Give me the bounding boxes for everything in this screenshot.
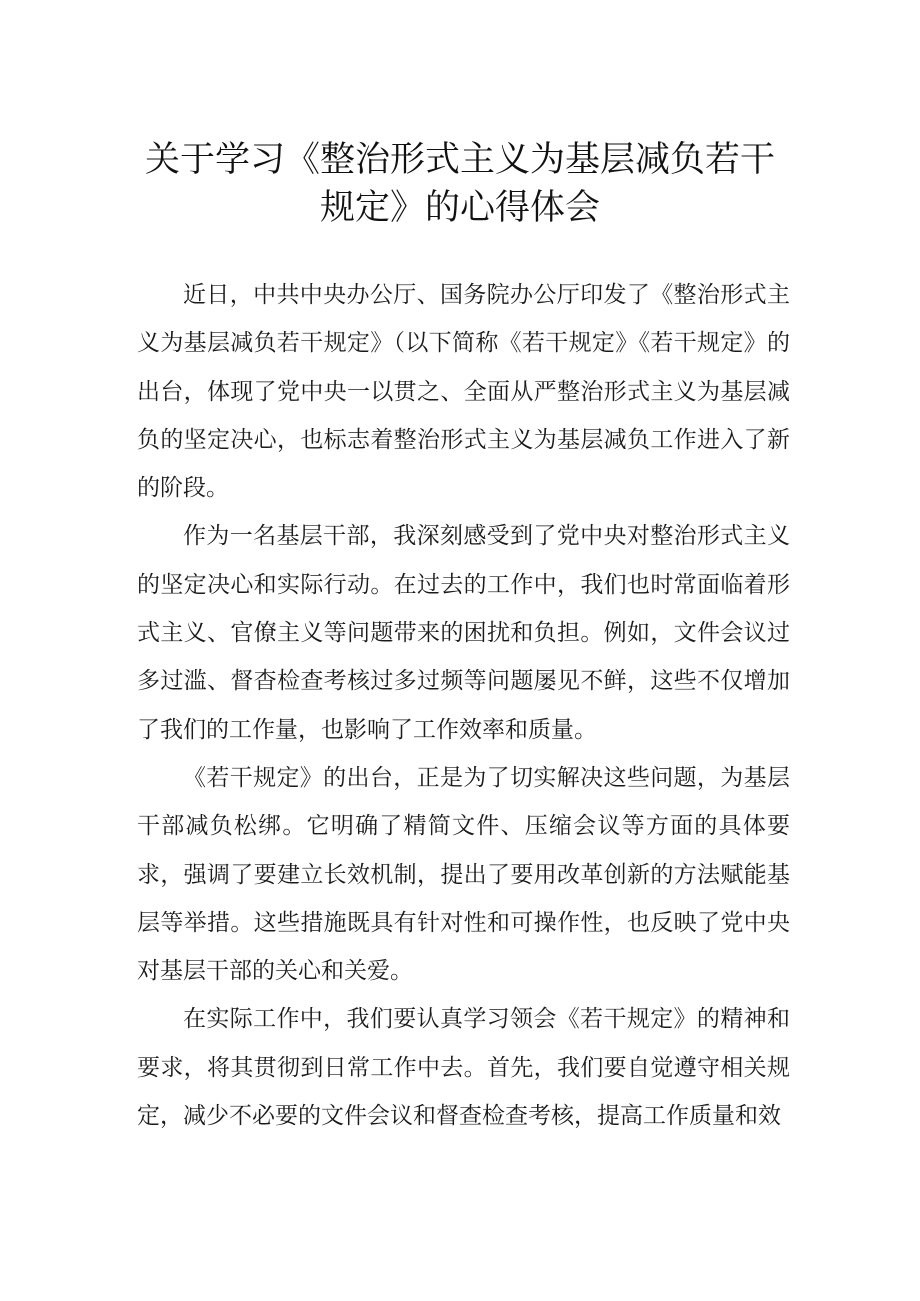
- paragraph-2: 作为一名基层干部，我深刻感受到了党中央对整治形式主义的坚定决心和实际行动。在过去的工作中，我们也时常面临着形式主义、官僚主义等问题带来的困扰和负担。例如，文件会议过多过滥、督杳检查考核过多过频等问题屡见不鲜，这些不仅增加了我们的工作量，也影响了工作效率和质量。: [137, 523, 790, 743]
- document-title-line-1: 关于学习《整治形式主义为基层减负若干: [144, 140, 775, 180]
- paragraph-1: 近日，中共中央办公厅、国务院办公厅印发了《整治形式主义为基层减负若干规定》（以下简称《若干规定》《若干规定》的出台，体现了党中央一以贯之、全面从严整治形式主义为基层减负的坚定决心，也标志着整治形式主义为基层减负工作进入了新的阶段。: [137, 282, 790, 502]
- paragraph-4: 在实际工作中，我们要认真学习领会《若干规定》的精神和要求，将其贯彻到日常工作中去。首先，我们要自觉遵守相关规定，减少不必要的文件会议和督查检查考核，提高工作质量和效: [137, 1006, 790, 1130]
- document-title-line-2: 规定》的心得体会: [319, 188, 600, 228]
- paragraph-3: 《若干规定》的出台，正是为了切实解决这些问题，为基层干部减负松绑。它明确了精简文件、压缩会议等方面的具体要求，强调了要建立长效机制，提出了要用改革创新的方法赋能基层等举措。这些措施既具有针对性和可操作性，也反映了党中央对基层干部的关心和关爱。: [137, 764, 790, 985]
- document-body: [137, 271, 790, 1140]
